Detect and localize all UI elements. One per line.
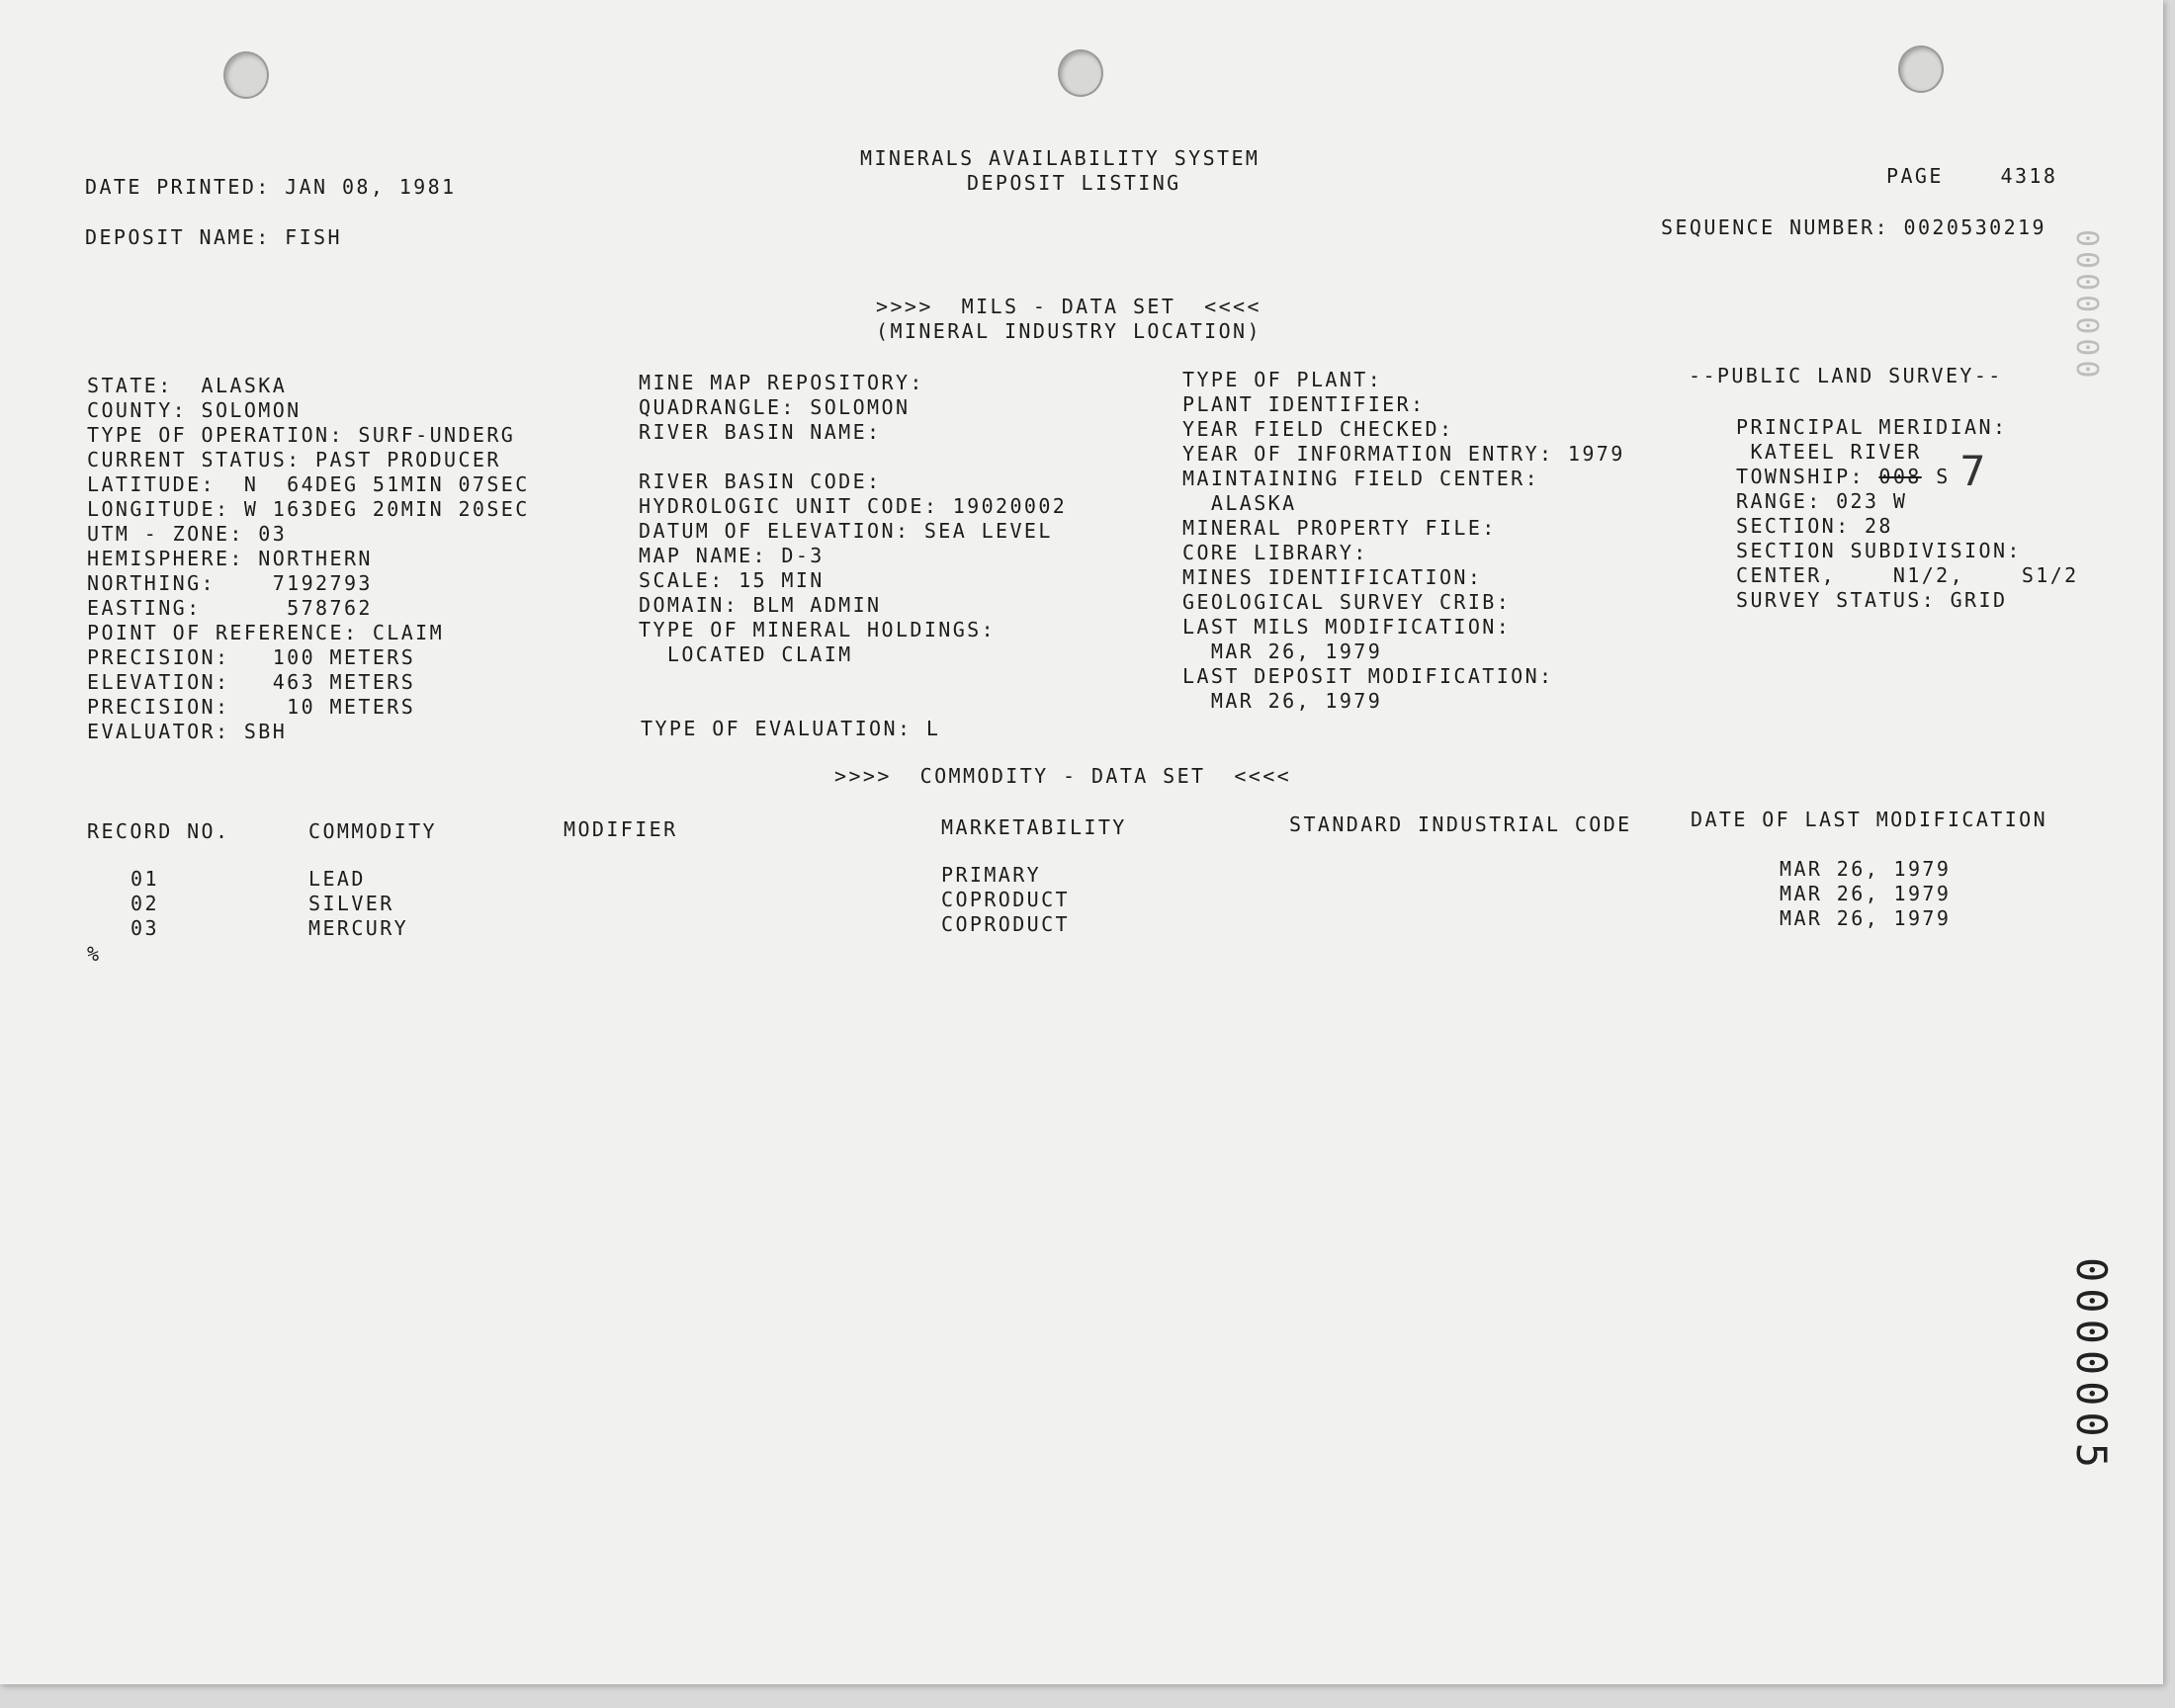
field-survey-status: SURVEY STATUS: GRID [1736,588,2008,612]
field-latitude: LATITUDE: N 64DEG 51MIN 07SEC [87,472,530,496]
faint-margin-number: 0000000 [2069,229,2104,383]
field-principal-meridian: PRINCIPAL MERIDIAN: [1736,415,2008,439]
township-struck-value: 008 [1878,465,1922,488]
field-state: STATE: ALASKA [87,374,288,397]
deposit-name: DEPOSIT NAME: FISH [85,225,342,249]
field-elevation-precision: PRECISION: 10 METERS [87,695,416,719]
commodity-heading: >>>> COMMODITY - DATA SET <<<< [834,764,1292,788]
header-modifier: MODIFIER [564,817,678,841]
field-hydrologic-unit-code: HYDROLOGIC UNIT CODE: 19020002 [639,494,1068,518]
field-easting: EASTING: 578762 [87,596,373,620]
field-longitude: LONGITUDE: W 163DEG 20MIN 20SEC [87,497,530,521]
handwritten-township-correction: 7 [1959,447,1986,495]
punch-hole-right [1898,45,1944,93]
punch-hole-center [1058,49,1103,97]
row-commodity: MERCURY [308,916,409,940]
field-year-field-checked: YEAR FIELD CHECKED: [1182,417,1454,441]
location-column [87,374,530,744]
township-label: TOWNSHIP: [1736,465,1879,488]
row-date: MAR 26, 1979 [1780,906,1952,930]
sequence-number: SEQUENCE NUMBER: 0020530219 [1661,215,2046,239]
field-quadrangle: QUADRANGLE: SOLOMON [639,395,911,419]
field-section-subdivision-value: CENTER, N1/2, S1/2 [1736,563,2079,587]
field-plant-identifier: PLANT IDENTIFIER: [1182,392,1426,416]
header-commodity: COMMODITY [308,819,437,843]
row-record-no: 01 [130,867,159,891]
row-commodity: LEAD [308,867,366,891]
row-date: MAR 26, 1979 [1780,857,1952,881]
field-northing: NORTHING: 7192793 [87,571,373,595]
field-mineral-property-file: MINERAL PROPERTY FILE: [1182,516,1497,540]
date-printed: DATE PRINTED: JAN 08, 1981 [85,175,457,199]
listing-title: DEPOSIT LISTING [967,171,1181,195]
margin-stamp-number: 0000005 [2067,1257,2116,1475]
field-current-status: CURRENT STATUS: PAST PRODUCER [87,448,501,471]
row-date: MAR 26, 1979 [1780,882,1952,905]
map-column-bottom [639,470,1067,667]
mils-subheading: (MINERAL INDUSTRY LOCATION) [876,319,1262,343]
row-commodity: SILVER [308,892,394,915]
field-maintaining-field-center-value: ALASKA [1182,491,1297,515]
mils-heading: >>>> MILS - DATA SET <<<< [876,295,1262,318]
row-record-no: 02 [130,892,159,915]
field-elevation: ELEVATION: 463 METERS [87,670,416,694]
field-county: COUNTY: SOLOMON [87,398,302,422]
field-last-deposit-modification-value: MAR 26, 1979 [1182,689,1383,713]
field-hemisphere: HEMISPHERE: NORTHERN [87,547,373,570]
field-utm-zone: UTM - ZONE: 03 [87,522,288,546]
land-survey-column [1736,415,2079,613]
field-mineral-holdings: TYPE OF MINERAL HOLDINGS: [639,618,997,641]
map-column-top [639,371,924,445]
township-suffix: S [1921,465,1951,488]
field-last-mils-modification-value: MAR 26, 1979 [1182,640,1383,663]
field-year-of-information-entry: YEAR OF INFORMATION ENTRY: 1979 [1182,442,1625,466]
field-mine-map-repository: MINE MAP REPOSITORY: [639,371,924,394]
field-geological-survey-crib: GEOLOGICAL SURVEY CRIB: [1182,590,1512,614]
row-marketability: COPRODUCT [941,912,1070,936]
field-section-subdivision: SECTION SUBDIVISION: [1736,539,2022,562]
field-last-mils-modification: LAST MILS MODIFICATION: [1182,615,1512,639]
system-title: MINERALS AVAILABILITY SYSTEM [860,146,1261,170]
field-precision: PRECISION: 100 METERS [87,645,416,669]
field-evaluator: EVALUATOR: SBH [87,720,288,743]
field-core-library: CORE LIBRARY: [1182,541,1368,564]
header-record-no: RECORD NO. [87,819,230,843]
field-section: SECTION: 28 [1736,514,1893,538]
field-mines-identification: MINES IDENTIFICATION: [1182,565,1483,589]
header-date-of-last-modification: DATE OF LAST MODIFICATION [1691,808,2048,831]
field-type-of-plant: TYPE OF PLANT: [1182,368,1383,391]
field-map-name: MAP NAME: D-3 [639,544,825,567]
page-number: PAGE 4318 [1886,164,2058,188]
field-domain: DOMAIN: BLM ADMIN [639,593,882,617]
punch-hole-left [223,51,269,99]
field-datum-of-elevation: DATUM OF ELEVATION: SEA LEVEL [639,519,1053,543]
field-last-deposit-modification: LAST DEPOSIT MODIFICATION: [1182,664,1554,688]
header-standard-industrial-code: STANDARD INDUSTRIAL CODE [1289,812,1632,836]
field-point-of-reference: POINT OF REFERENCE: CLAIM [87,621,445,644]
row-record-no: 03 [130,916,159,940]
field-river-basin-code: RIVER BASIN CODE: [639,470,882,493]
field-operation-type: TYPE OF OPERATION: SURF-UNDERG [87,423,516,447]
public-land-survey-heading: --PUBLIC LAND SURVEY-- [1689,364,2003,387]
field-type-of-evaluation: TYPE OF EVALUATION: L [641,717,941,740]
row-marketability: PRIMARY [941,863,1042,887]
header-marketability: MARKETABILITY [941,815,1127,839]
field-scale: SCALE: 15 MIN [639,568,825,592]
field-range: RANGE: 023 W [1736,489,1908,513]
field-mineral-holdings-value: LOCATED CLAIM [639,642,853,666]
field-principal-meridian-value: KATEEL RIVER [1736,440,1922,464]
field-township [1736,465,2079,489]
row-marketability: COPRODUCT [941,888,1070,911]
field-maintaining-field-center: MAINTAINING FIELD CENTER: [1182,467,1540,490]
field-river-basin-name: RIVER BASIN NAME: [639,420,882,444]
plant-column [1182,368,1625,714]
end-of-listing-mark: % [87,942,102,966]
